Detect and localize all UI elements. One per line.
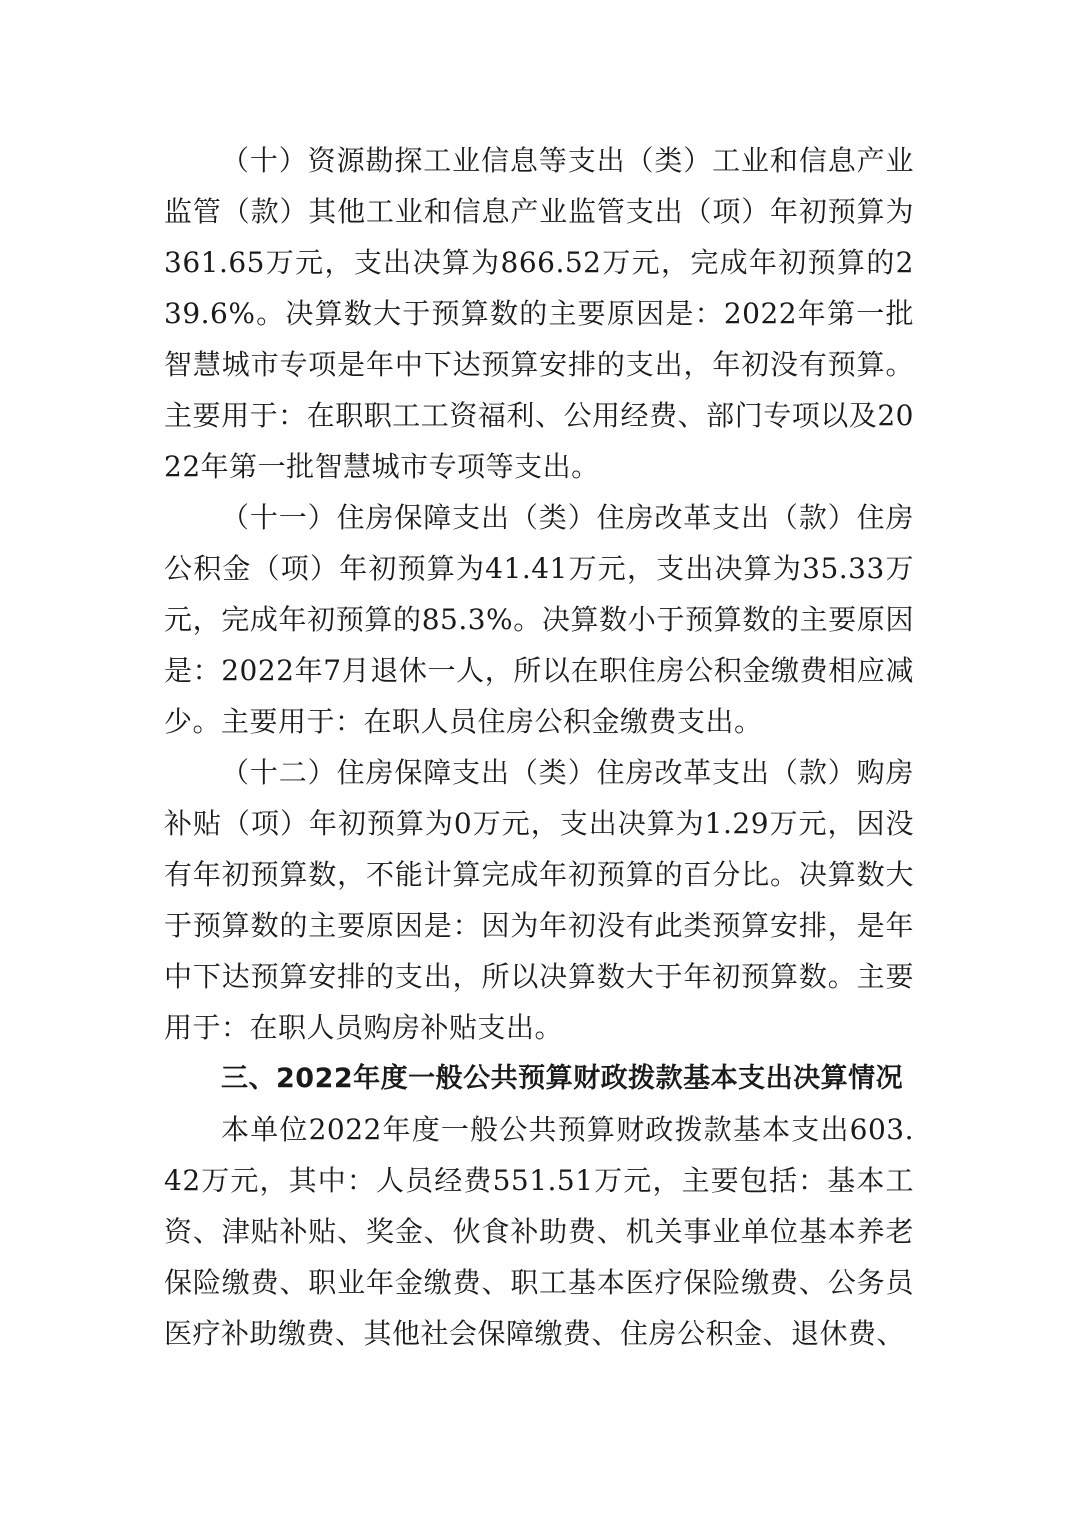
paragraph-item-12-housing-subsidy: （十二）住房保障支出（类）住房改革支出（款）购房补贴（项）年初预算为0万元，支出决算为1.29万元，因没有年初预算数，不能计算完成年初预算的百分比。决算数大于预算数的主要原因是：因为年初没有此类预算安排，是年中下达预算安排的支出，所以决算数大于年初预算数。主要用于：在职人员购房补贴支出。: [164, 756, 914, 1044]
paragraph-item-11-housing-fund: （十一）住房保障支出（类）住房改革支出（款）住房公积金（项）年初预算为41.41万元，支出决算为35.33万元，完成年初预算的85.3%。决算数小于预算数的主要原因是：2022年7月退休一人，所以在职住房公积金缴费相应减少。主要用于：在职人员住房公积金缴费支出。: [164, 501, 914, 738]
document-body: [164, 135, 914, 1359]
paragraph-item-10-expenditure: （十）资源勘探工业信息等支出（类）工业和信息产业监管（款）其他工业和信息产业监管支出（项）年初预算为361.65万元，支出决算为866.52万元，完成年初预算的239.6%。决算数大于预算数的主要原因是：2022年第一批智慧城市专项是年中下达预算安排的支出，年初没有预算。主要用于：在职职工工资福利、公用经费、部门专项以及2022年第一批智慧城市专项等支出。: [164, 144, 914, 483]
section-heading: 三、2022年度一般公共预算财政拨款基本支出决算情况: [221, 1063, 904, 1094]
paragraph-basic-expenditure: 本单位2022年度一般公共预算财政拨款基本支出603.42万元，其中：人员经费551.51万元，主要包括：基本工资、津贴补贴、奖金、伙食补助费、机关事业单位基本养老保险缴费、职业年金缴费、职工基本医疗保险缴费、公务员医疗补助缴费、其他社会保障缴费、住房公积金、退休费、: [164, 1113, 914, 1350]
